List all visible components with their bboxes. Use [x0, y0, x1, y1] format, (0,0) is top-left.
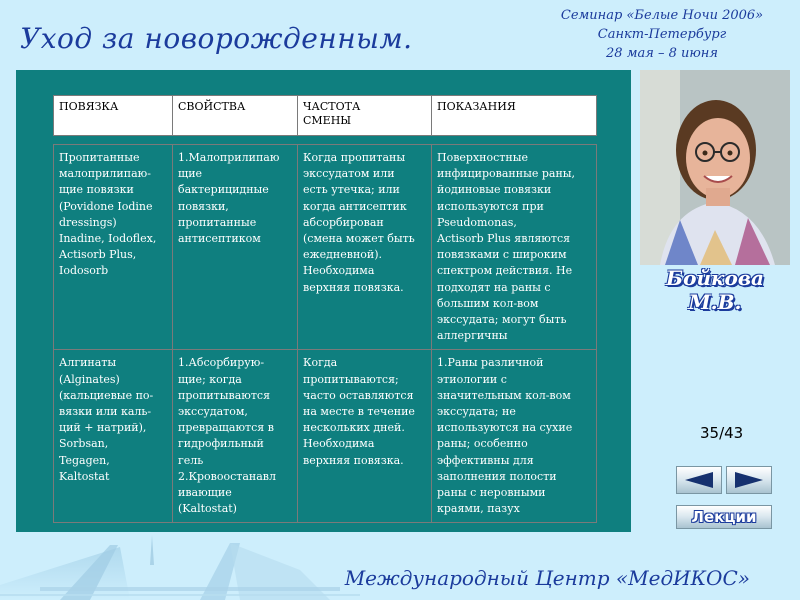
- header-cell-change-frequency: [298, 96, 432, 136]
- header-text: СВОЙСТВА: [178, 100, 246, 113]
- seminar-city: Санкт-Петербург: [597, 27, 727, 42]
- seminar-name: Семинар «Белые Ночи 2006»: [560, 8, 764, 23]
- table-row: [54, 350, 597, 523]
- cell-text: 1.Раны различной этиологии с значительным кол-вом экссудата; не используются на сухие раны; особенно эффективны для заполнения полости раны с неровными краями, пазух: [437, 356, 573, 516]
- header-text: ЧАСТОТА СМЕНЫ: [303, 100, 361, 127]
- arrow-right-icon: [733, 471, 765, 489]
- portrait-illustration: [640, 70, 790, 265]
- header-cell-properties: [173, 96, 298, 136]
- cell-text: Когда пропитаны экссудатом или есть утечка; или когда антисептик абсорбирован (смена может быть ежедневной). Необходима верхняя повязка.: [303, 151, 415, 294]
- cell-text: 1.Малоприлипаю щие бактерицидные повязки, пропитанные антисептиком: [178, 151, 280, 246]
- header-cell-dressing: [54, 96, 173, 136]
- table-cell: [298, 350, 432, 523]
- cell-text: Поверхностные инфицированные раны, йодиновые повязки используются при Pseudomonas, Actisorb Plus являются повязками с широким спектром действия. Не подходят на раны с большим кол-вом экссудата; могут быть аллергичны: [437, 151, 576, 343]
- table-cell: [54, 145, 173, 350]
- header-text: ПОВЯЗКА: [59, 100, 119, 113]
- table-header: [53, 95, 597, 136]
- table-cell: [173, 145, 298, 350]
- seminar-dates: 28 мая – 8 июня: [606, 46, 718, 61]
- header-text: ПОКАЗАНИЯ: [437, 100, 516, 113]
- table-cell: [54, 350, 173, 523]
- author-name: Бойкова М.В.: [666, 266, 764, 314]
- header-cell-indications: [432, 96, 597, 136]
- cell-text: 1.Абсорбирую- щие; когда пропитываются экссудатом, превращаются в гидрофильный гель 2.Кровоостанавл ивающие (Kaltostat): [178, 356, 276, 516]
- cell-text: Алгинаты (Alginates) (кальциевые по- вязки или каль- ций + натрий), Sorbsan, Tegagen, Kaltostat: [59, 356, 154, 483]
- table-body: [53, 144, 597, 523]
- lectures-button[interactable]: Лекции: [676, 505, 772, 529]
- table-row: [54, 145, 597, 350]
- table-cell: [432, 145, 597, 350]
- cell-text: Когда пропитываются; часто оставляются на месте в течение нескольких дней. Необходима верхняя повязка.: [303, 356, 415, 467]
- cell-text: Пропитанные малоприлипаю- щие повязки (Povidone Iodine dressings) Inadine, Iodoflex, Actisorb Plus, Iodosorb: [59, 151, 157, 278]
- seminar-info: [542, 6, 782, 63]
- slide-title: Уход за новорожденным.: [20, 22, 413, 55]
- content-panel: [16, 70, 631, 532]
- page-counter: 35/43: [700, 424, 744, 442]
- author-photo: [640, 70, 790, 265]
- bridge-illustration: [0, 525, 360, 600]
- table-cell: [298, 145, 432, 350]
- header-row: [54, 96, 597, 136]
- arrow-left-icon: [683, 471, 715, 489]
- previous-slide-button[interactable]: [676, 466, 722, 494]
- table-cell: [173, 350, 298, 523]
- footer-organization: Международный Центр «МедИКОС»: [344, 566, 750, 590]
- table-cell: [432, 350, 597, 523]
- next-slide-button[interactable]: [726, 466, 772, 494]
